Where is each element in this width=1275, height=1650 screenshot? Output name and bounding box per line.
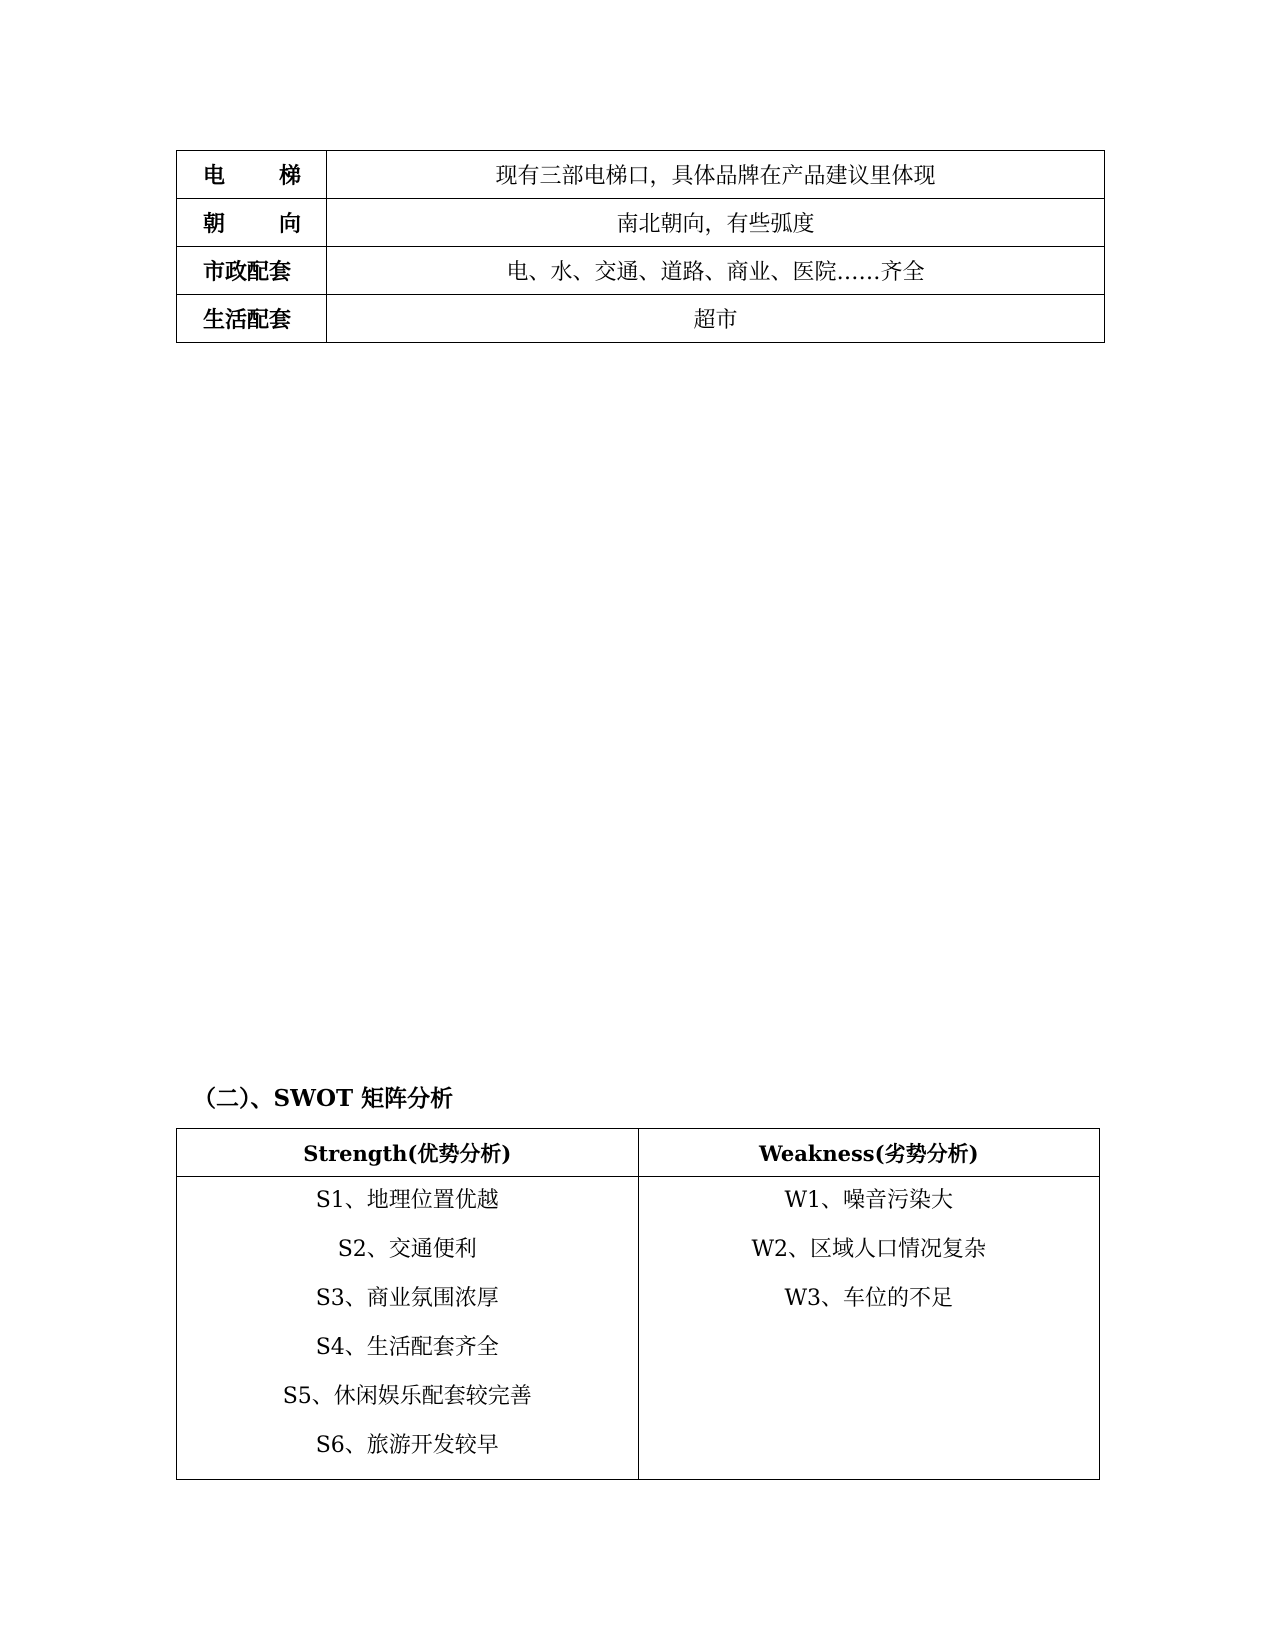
list-item: S4、生活配套齐全 — [315, 1335, 499, 1360]
row-value-municipal-facilities: 电、水、交通、道路、商业、医院……齐全 — [327, 247, 1105, 295]
row-value-orientation: 南北朝向，有些弧度 — [327, 199, 1105, 247]
swot-matrix-table — [176, 1128, 1100, 1480]
weaknesses-list — [639, 1185, 1100, 1332]
row-label-municipal-facilities: 市政配套 — [177, 247, 327, 295]
row-value-elevator: 现有三部电梯口，具体品牌在产品建议里体现 — [327, 151, 1105, 199]
strength-header: Strength(优势分析) — [177, 1129, 639, 1177]
list-item: S5、休闲娱乐配套较完善 — [282, 1384, 532, 1409]
property-info-table — [176, 150, 1105, 343]
weakness-header: Weakness(劣势分析) — [638, 1129, 1100, 1177]
weaknesses-cell — [638, 1177, 1100, 1480]
row-label-elevator: 电 梯 — [177, 151, 327, 199]
table-row — [177, 151, 1105, 199]
table-row — [177, 199, 1105, 247]
list-item: S6、旅游开发较早 — [315, 1433, 499, 1458]
table-row — [177, 1129, 1100, 1177]
strengths-list — [177, 1185, 638, 1479]
list-item: S1、地理位置优越 — [315, 1188, 499, 1213]
list-item: W2、区域人口情况复杂 — [751, 1237, 987, 1262]
strengths-cell — [177, 1177, 639, 1480]
list-item: S3、商业氛围浓厚 — [315, 1286, 499, 1311]
list-item: S2、交通便利 — [337, 1237, 477, 1262]
row-value-living-facilities: 超市 — [327, 295, 1105, 343]
table-row — [177, 295, 1105, 343]
swot-section-heading: （二）、SWOT 矩阵分析 — [193, 1085, 454, 1112]
row-label-living-facilities: 生活配套 — [177, 295, 327, 343]
table-row — [177, 1177, 1100, 1480]
table-row — [177, 247, 1105, 295]
row-label-orientation: 朝 向 — [177, 199, 327, 247]
list-item: W3、车位的不足 — [784, 1286, 954, 1311]
list-item: W1、噪音污染大 — [784, 1188, 954, 1213]
